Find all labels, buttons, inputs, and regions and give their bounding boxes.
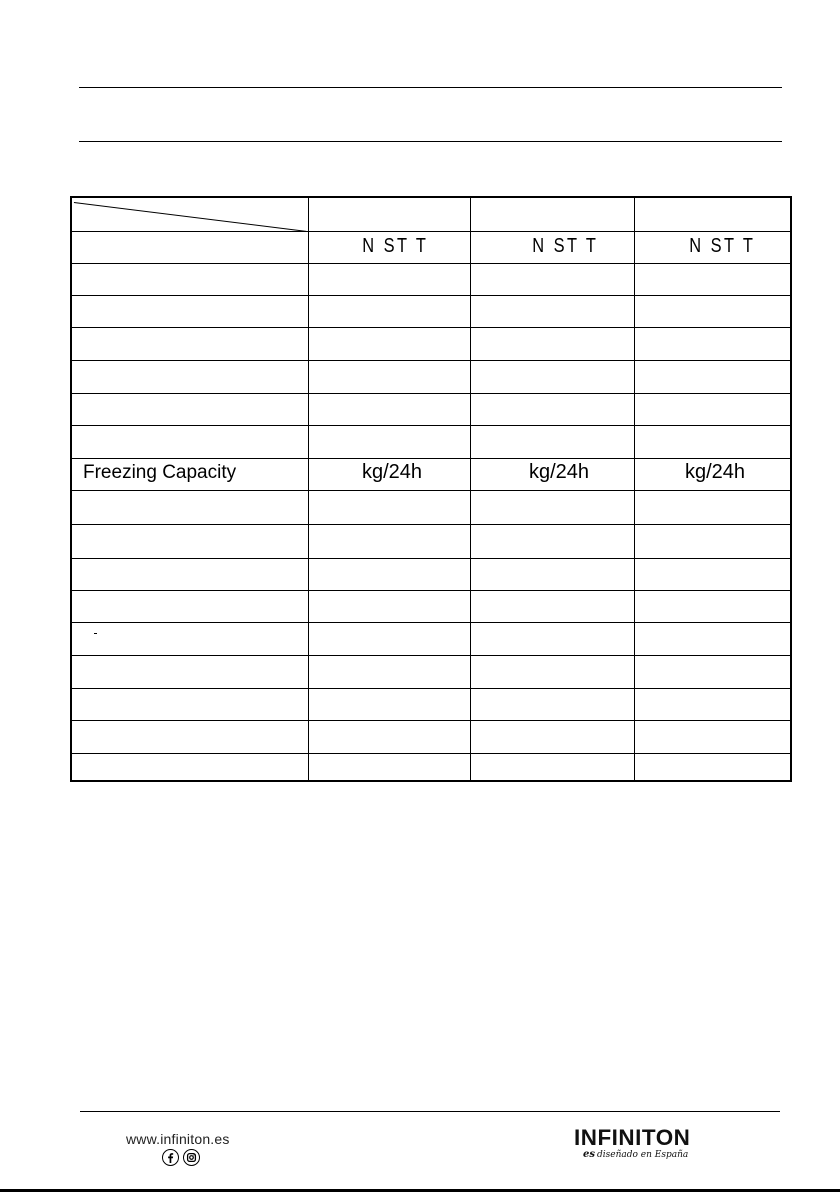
column-divider — [634, 198, 635, 780]
row-divider — [72, 393, 790, 394]
row-divider — [72, 360, 790, 361]
brand-tagline — [583, 1149, 688, 1160]
header-rule — [79, 141, 782, 142]
row-divider — [72, 524, 790, 525]
tagline-prefix: es — [583, 1149, 595, 1160]
climate-class-col-2: N ST T — [532, 235, 599, 257]
row-divider — [72, 720, 790, 721]
row-divider — [72, 655, 790, 656]
row-divider — [72, 590, 790, 591]
climate-class-col-1: N ST T — [362, 235, 429, 257]
diagonal-header-line — [74, 202, 306, 232]
row-divider — [72, 490, 790, 491]
row-divider — [72, 622, 790, 623]
row-divider — [72, 753, 790, 754]
instagram-icon[interactable] — [183, 1149, 200, 1166]
row-divider — [72, 458, 790, 459]
row-divider — [72, 558, 790, 559]
tagline-text: diseñado en España — [597, 1150, 689, 1160]
row-divider — [72, 688, 790, 689]
freezing-capacity-unit-col-1: kg/24h — [362, 461, 423, 483]
row-divider — [72, 263, 790, 264]
row-divider — [72, 327, 790, 328]
column-divider — [308, 198, 309, 780]
freezing-capacity-label: Freezing Capacity — [83, 462, 237, 483]
brand-logo: INFINITON — [574, 1125, 691, 1150]
column-divider — [470, 198, 471, 780]
website-link[interactable]: www.infiniton.es — [126, 1131, 230, 1147]
top-rule — [79, 87, 782, 88]
spec-table — [70, 196, 792, 782]
footer-rule — [80, 1111, 780, 1112]
facebook-icon[interactable] — [162, 1149, 179, 1166]
stray-dash-mark — [94, 633, 97, 634]
row-divider — [72, 425, 790, 426]
freezing-capacity-unit-col-2: kg/24h — [529, 461, 590, 483]
freezing-capacity-unit-col-3: kg/24h — [685, 461, 746, 483]
row-divider — [72, 231, 790, 232]
row-divider — [72, 295, 790, 296]
climate-class-col-3: N ST T — [689, 235, 756, 257]
